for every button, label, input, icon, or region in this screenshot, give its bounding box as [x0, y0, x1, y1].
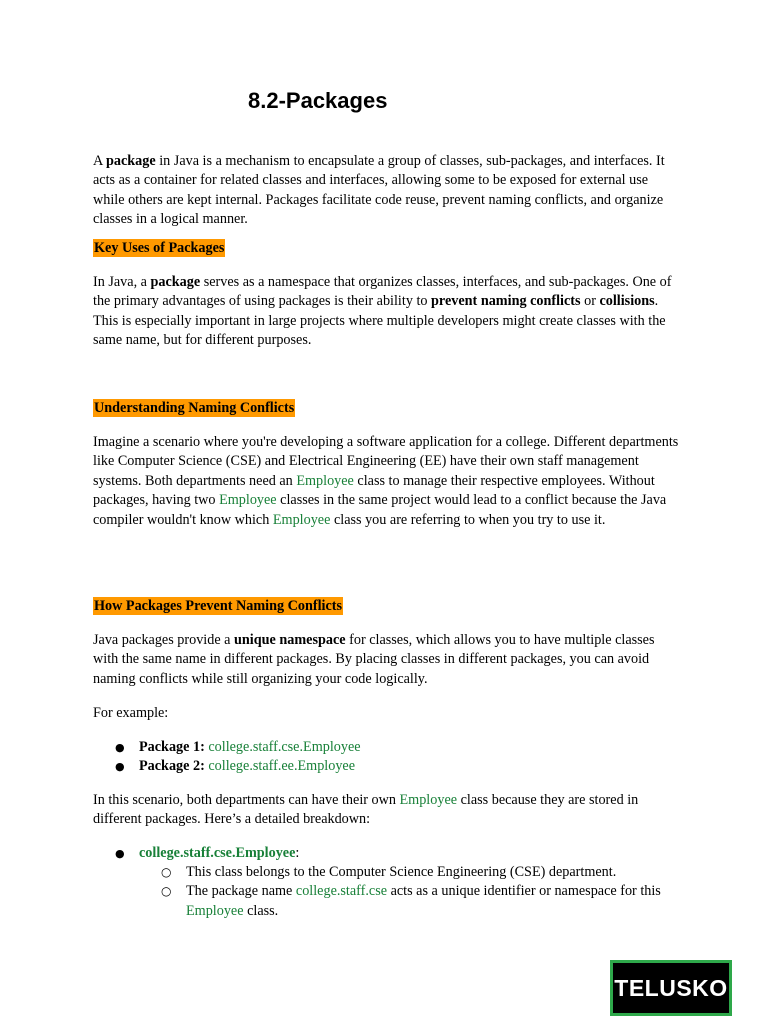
text-run: In Java, a	[93, 274, 151, 290]
text-run: A	[93, 153, 107, 169]
text-run: for classes, which allows you to have multiple classes with the same name in different packages. By placing classes in different packages, you can avoid naming conflicts while still organizing your code logically.	[93, 632, 655, 687]
scenario-paragraph	[93, 791, 683, 830]
text-run: class.	[243, 902, 279, 919]
list-item	[93, 738, 683, 757]
example-label: For example:	[93, 705, 169, 721]
text-run: serves as a namespace that organizes classes, interfaces, and sub-packages. One of the primary advantages of using packages is their ability to	[93, 274, 672, 310]
text-run: Java packages provide a	[93, 632, 235, 648]
text-run: in Java is a mechanism to encapsulate a group of classes, sub-packages, and interfaces. It acts as a container for related classes and interfaces, allowing some to be exposed for external use while others are kept internal. Packages facilitate code reuse, prevent naming conflicts, and organize classes in a logical manner.	[93, 153, 665, 228]
bold-term: collisions	[599, 293, 655, 310]
bold-term: prevent naming conflicts	[431, 293, 581, 310]
intro-paragraph	[93, 152, 683, 230]
bold-term: unique namespace	[234, 632, 346, 648]
heading-highlight: How Packages Prevent Naming Conflicts	[94, 598, 342, 614]
key-uses-paragraph	[93, 273, 683, 351]
prevent-conflicts-paragraph	[93, 631, 683, 689]
bold-term: package	[150, 274, 201, 290]
breakdown-list	[93, 844, 683, 863]
section-heading-naming-conflicts	[93, 399, 295, 418]
text-run: This class belongs to the Computer Science Engineering (CSE) department.	[186, 864, 617, 880]
code-term: Employee	[399, 792, 458, 808]
text-run: class because they are stored in different packages. Here’s a detailed breakdown:	[93, 792, 639, 828]
breakdown-sublist	[139, 863, 679, 921]
text-run: Imagine a scenario where you're developing a software application for a college. Different departments like Computer Science (CSE) and Electrical Engineering (EE) have their own staff management systems. Both departments need an	[93, 434, 679, 489]
text-run: class you are referring to when you try to use it.	[330, 511, 606, 528]
code-term: Employee	[272, 511, 331, 528]
package-name: college.staff.ee.Employee	[208, 758, 356, 775]
naming-conflicts-paragraph	[93, 433, 683, 530]
package-label: Package 2:	[139, 758, 205, 775]
section-heading-prevent-conflicts	[93, 597, 343, 616]
sublist-item	[139, 863, 679, 882]
package-name: college.staff.cse.Employee	[208, 739, 361, 755]
text-run: classes in the same project would lead to a conflict because the Java compiler wouldn't know which	[93, 492, 667, 528]
code-term: Employee	[296, 472, 354, 489]
text-run: or	[580, 293, 600, 310]
package-name: college.staff.cse.Employee	[139, 845, 296, 861]
text-run: class to manage their respective employees. Without packages, having two	[93, 472, 655, 509]
heading-highlight: Understanding Naming Conflicts	[94, 400, 295, 416]
list-item	[93, 844, 683, 863]
section-heading-key-uses	[93, 239, 225, 258]
package-list	[93, 738, 683, 777]
code-term: Employee	[219, 492, 277, 509]
text-run: :	[295, 845, 300, 861]
bold-term: package	[106, 153, 156, 169]
telusko-logo: TELUSKO	[610, 960, 732, 1016]
sublist-item	[139, 882, 679, 921]
code-term: college.staff.cse	[295, 883, 388, 900]
text-run: The package name	[186, 883, 296, 900]
list-item	[93, 757, 683, 776]
page-title: 8.2-Packages	[248, 88, 388, 113]
code-term: Employee	[186, 902, 244, 919]
text-run: In this scenario, both departments can have their own	[93, 792, 400, 808]
text-run: acts as a unique identifier or namespace for this	[387, 883, 661, 900]
package-label: Package 1:	[139, 739, 205, 755]
text-run: . This is especially important in large projects where multiple developers might create classes with the same name, but for different purposes.	[93, 293, 666, 349]
heading-highlight: Key Uses of Packages	[94, 240, 225, 256]
